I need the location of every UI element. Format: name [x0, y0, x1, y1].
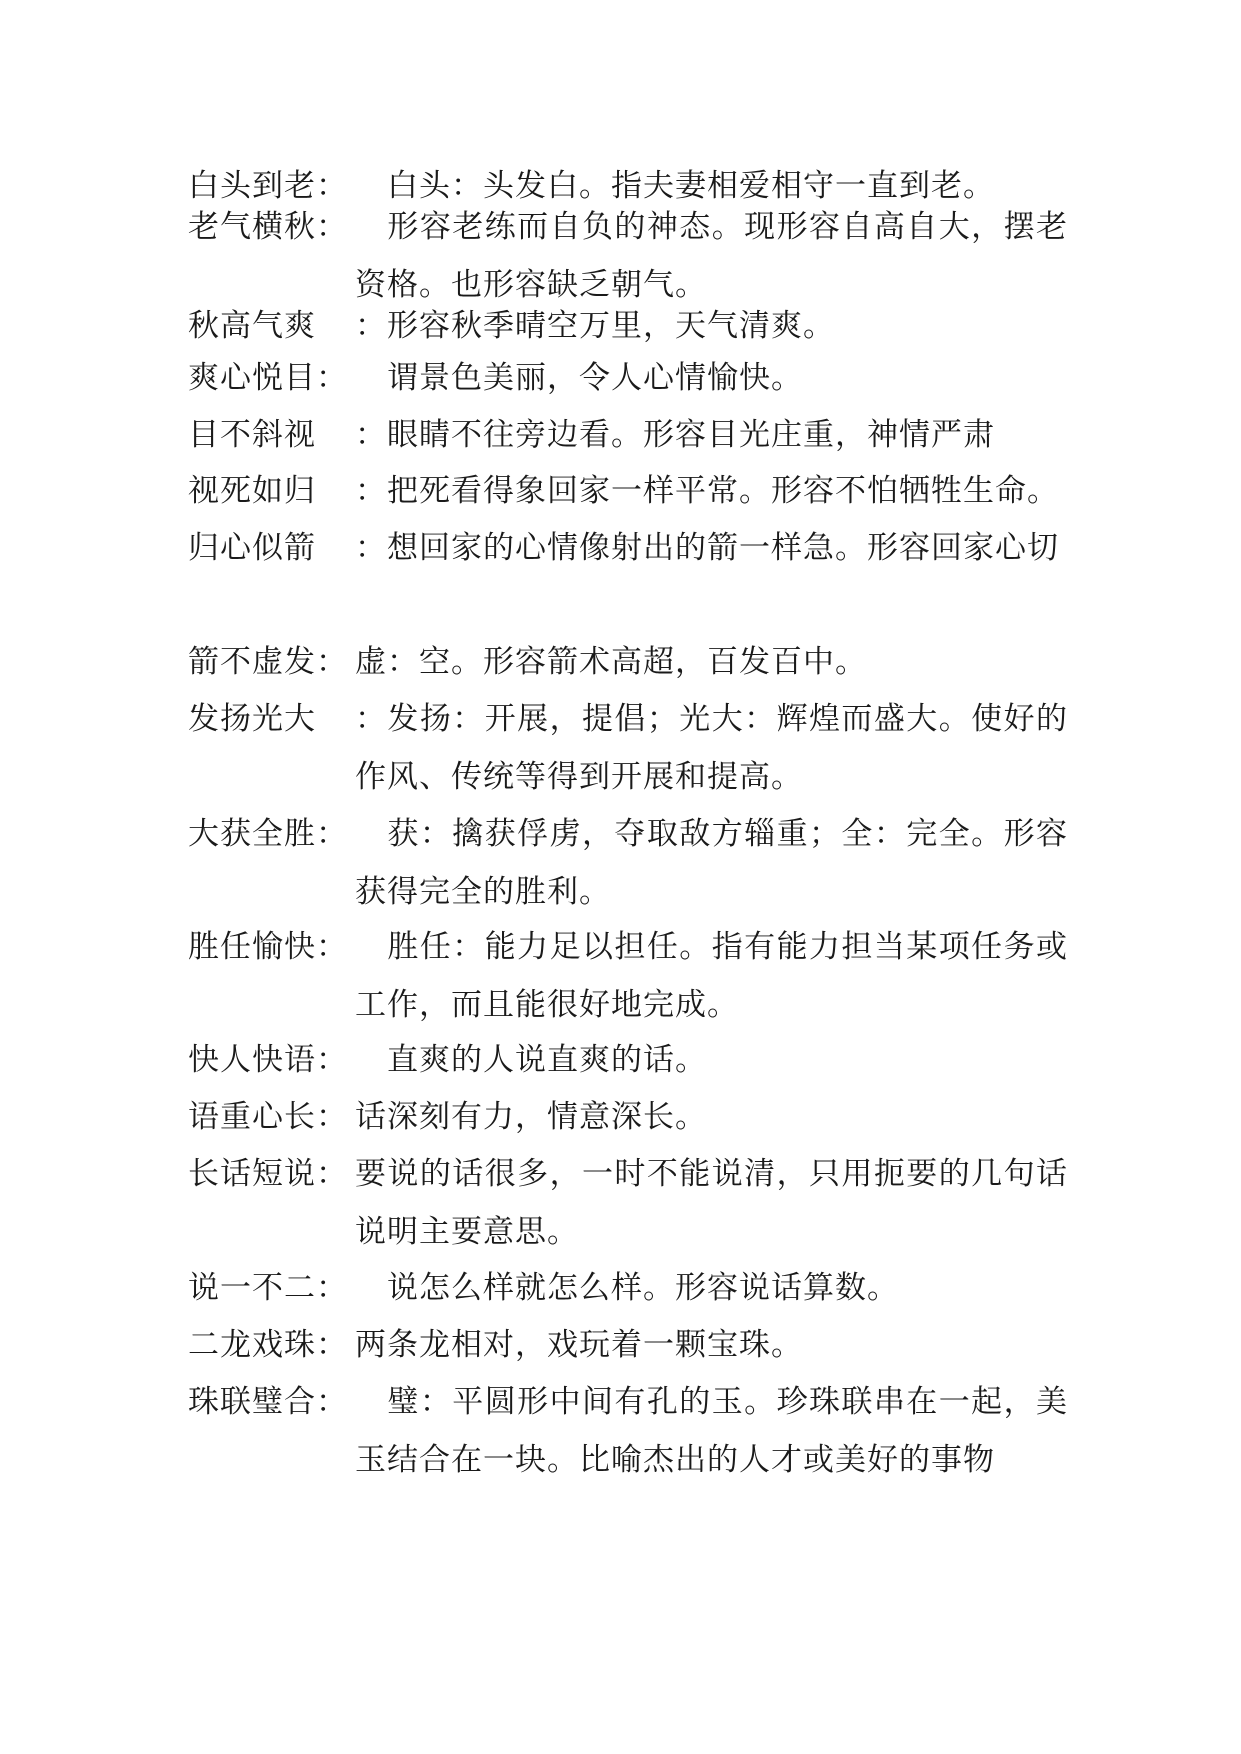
idiom-entry	[188, 690, 1068, 806]
idiom-definition: 说怎么样就怎么样。形容说话算数。	[355, 1270, 899, 1306]
idiom-entry	[188, 462, 1068, 520]
idiom-term: 大获全胜：	[188, 816, 348, 852]
idiom-entry	[188, 1373, 1068, 1489]
idiom-term: 目不斜视	[188, 417, 316, 453]
idiom-definition: 要说的话很多，一时不能说清，只用扼要的几句话说明主要意思。	[355, 1156, 1068, 1250]
idiom-term: 胜任愉快：	[188, 929, 348, 965]
idiom-definition: 直爽的人说直爽的话。	[355, 1042, 707, 1078]
idiom-term: 箭不虚发：	[188, 644, 348, 680]
idiom-entry	[188, 1088, 1068, 1146]
idiom-term: 长话短说：	[188, 1156, 348, 1192]
idiom-definition: 虚：空。形容箭术高超，百发百中。	[355, 644, 867, 680]
idiom-definition: 谓景色美丽，令人心情愉快。	[355, 360, 803, 396]
idiom-entry	[188, 1145, 1068, 1261]
idiom-entry	[188, 1031, 1068, 1089]
idiom-term: 秋高气爽	[188, 308, 316, 344]
idiom-term: 珠联璧合：	[188, 1384, 348, 1420]
idiom-entry	[188, 297, 1068, 355]
idiom-term: 爽心悦目：	[188, 360, 348, 396]
idiom-entry	[188, 406, 1068, 464]
idiom-definition: ：想回家的心情像射出的箭一样急。形容回家心切	[355, 530, 1059, 566]
idiom-term: 二龙戏珠：	[188, 1327, 348, 1363]
idiom-term: 语重心长：	[188, 1099, 348, 1135]
idiom-definition: ：把死看得象回家一样平常。形容不怕牺牲生命。	[355, 473, 1059, 509]
idiom-term: 视死如归	[188, 473, 316, 509]
idiom-term: 白头到老：	[188, 168, 348, 204]
idiom-entry	[188, 918, 1068, 1034]
idiom-definition: 话深刻有力，情意深长。	[355, 1099, 707, 1135]
idiom-definition: ：眼睛不往旁边看。形容目光庄重，神情严肃	[355, 417, 995, 453]
idiom-term: 归心似箭	[188, 530, 316, 566]
idiom-entry	[188, 519, 1068, 577]
idiom-term: 老气横秋：	[188, 209, 348, 245]
idiom-term: 发扬光大	[188, 701, 316, 737]
idiom-definition: 两条龙相对，戏玩着一颗宝珠。	[355, 1327, 803, 1363]
idiom-entry	[188, 1316, 1068, 1374]
idiom-entry	[188, 349, 1068, 407]
idiom-definition: 形容老练而自负的神态。现形容自高自大，摆老资格。也形容缺乏朝气。	[355, 209, 1068, 303]
idiom-term: 快人快语：	[188, 1042, 348, 1078]
idiom-definition: 白头：头发白。指夫妻相爱相守一直到老。	[355, 168, 995, 204]
idiom-entry	[188, 633, 1068, 691]
idiom-entry	[188, 805, 1068, 921]
idiom-entry	[188, 1259, 1068, 1317]
idiom-definition: 璧：平圆形中间有孔的玉。珍珠联串在一起，美玉结合在一块。比喻杰出的人才或美好的事物	[355, 1384, 1068, 1478]
idiom-term: 说一不二：	[188, 1270, 348, 1306]
idiom-definition: 胜任：能力足以担任。指有能力担当某项任务或工作，而且能很好地完成。	[355, 929, 1068, 1023]
idiom-definition: ：发扬：开展，提倡；光大：辉煌而盛大。使好的作风、传统等得到开展和提高。	[355, 701, 1068, 795]
idiom-definition: ：形容秋季晴空万里，天气清爽。	[355, 308, 835, 344]
idiom-definition: 获：擒获俘虏，夺取敌方辎重；全：完全。形容获得完全的胜利。	[355, 816, 1068, 910]
